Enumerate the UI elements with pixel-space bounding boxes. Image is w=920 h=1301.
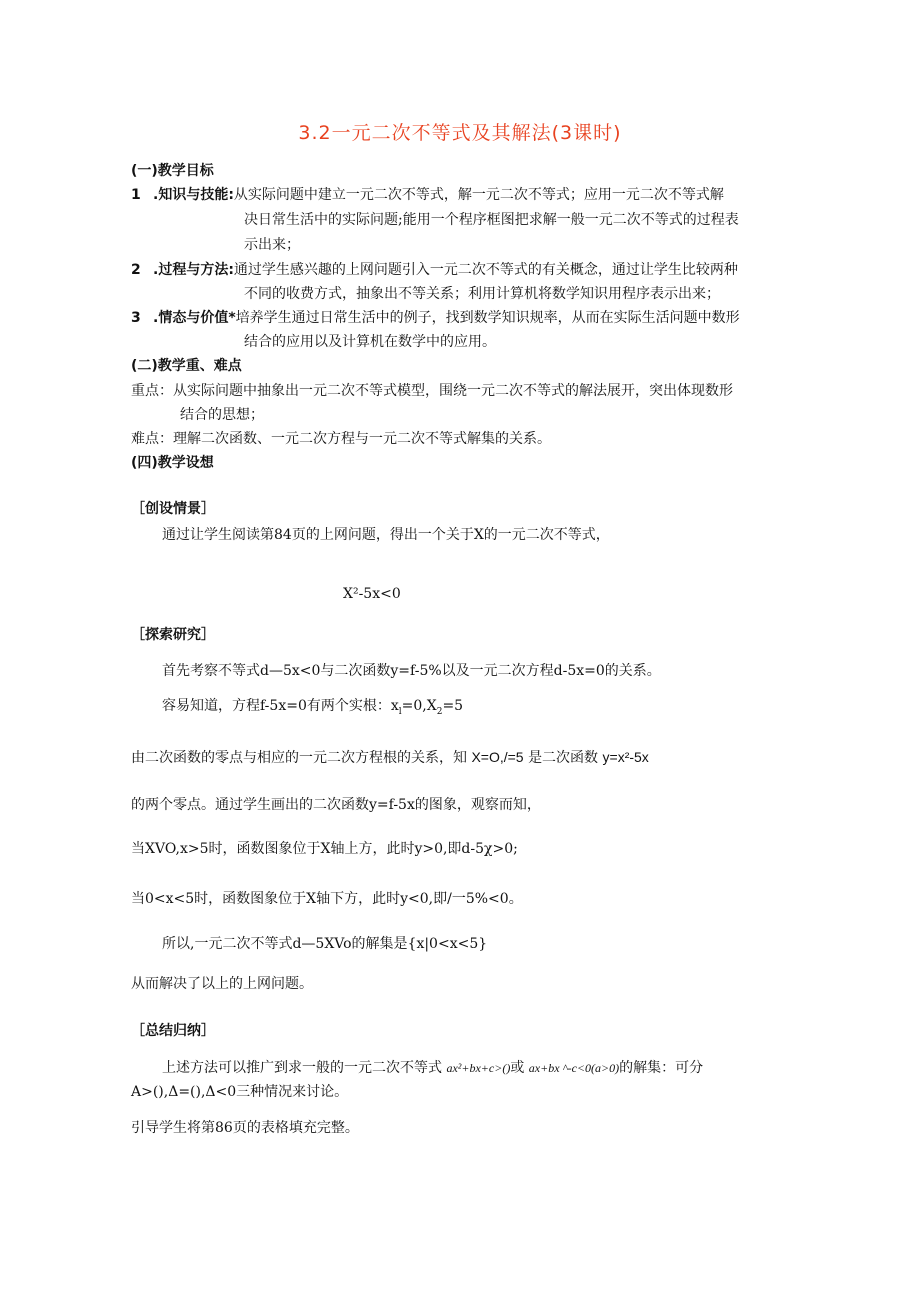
goal-item-3-label: .情态与价值*: [153, 310, 236, 326]
explore-p2-mid: =0,X: [401, 698, 437, 714]
explore-p2-text: 容易知道，方程f-5x=0有两个实根：x: [162, 698, 399, 714]
explore-p3c: 是二次函数: [528, 750, 599, 766]
goal-item-1-line1: 从实际问题中建立一元二次不等式，解一元二次不等式；应用一元二次不等式解: [233, 187, 724, 203]
summary-p1e: 的解集：可分: [619, 1060, 704, 1076]
explore-p7: 所以,一元二次不等式d—5XVo的解集是{x|0<x<5}: [162, 936, 488, 952]
explore-p2-sub1: l: [398, 706, 402, 717]
explore-p6: 当0<x<5时，函数图象位于X轴下方，此时y<0,即/一5%<0。: [131, 891, 523, 907]
summary-p1c: 或: [510, 1060, 525, 1076]
explore-p8: 从而解决了以上的上网问题。: [131, 976, 313, 992]
goal-item-2-line1: 通过学生感兴趣的上网问题引入一元二次不等式的有关概念，通过让学生比较两种: [233, 262, 738, 278]
summary-p1: [162, 1057, 703, 1077]
goal-item-1-line3: 示出来；: [244, 237, 300, 253]
explore-p2-sub2: 2: [436, 706, 443, 717]
summary-p1b: ax²+bx+c>(): [446, 1061, 511, 1075]
goal-item-3-line2: 结合的应用以及计算机在数学中的应用。: [244, 334, 496, 350]
create-heading: ［创设情景］: [131, 501, 215, 517]
goal-item-2-line2: 不同的收费方式，抽象出不等关系；利用计算机将数学知识用程序表示出来；: [244, 286, 720, 302]
key-point-line2: 结合的思想；: [180, 407, 264, 423]
goal-item-3: [131, 307, 740, 327]
summary-p1a: 上述方法可以推广到求一般的一元二次不等式: [162, 1060, 442, 1076]
explore-p3d: y=x²-5x: [602, 749, 649, 765]
goal-item-2-num: 2: [131, 262, 141, 278]
summary-p3: 引导学生将第86页的表格填充完整。: [131, 1120, 359, 1136]
explore-heading: ［探索研究］: [131, 627, 215, 643]
explore-p5: 当XVO,x>5时，函数图象位于X轴上方，此时y>0,即d-5χ>0;: [131, 841, 518, 857]
section-heading-design: (四)教学设想: [131, 455, 214, 471]
key-point-line1: 重点：从实际问题中抽象出一元二次不等式模型，围绕一元二次不等式的解法展开，突出体现数形: [131, 383, 733, 399]
explore-p4: 的两个零点。通过学生画出的二次函数y=f-5x的图象，观察而知，: [131, 797, 541, 813]
explore-p3: [131, 747, 649, 767]
explore-p3b: X=O,/=5: [471, 749, 524, 765]
explore-p1: 首先考察不等式d—5x<0与二次函数y=f-5%以及一元二次方程d-5x=0的关系。: [162, 663, 661, 679]
page-title: 3.2一元二次不等式及其解法(3课时): [298, 122, 622, 144]
create-formula: X²-5x<0: [343, 586, 401, 602]
summary-p1d: ax+bx ^-c<0(a>0): [528, 1061, 620, 1075]
explore-p2: [162, 695, 463, 717]
summary-heading: ［总结归纳］: [131, 1023, 215, 1039]
goal-item-3-line1: 培养学生通过日常生活中的例子，找到数学知识规率，从而在实际生活问题中数形: [235, 310, 740, 326]
goal-item-3-num: 3: [131, 310, 141, 326]
section-heading-goals: (一)教学目标: [131, 163, 214, 179]
goal-item-1: [131, 184, 724, 204]
goal-item-1-num: 1: [131, 187, 141, 203]
explore-p3a: 由二次函数的零点与相应的一元二次方程根的关系，知: [131, 750, 467, 766]
difficulty-line: 难点：理解二次函数、一元二次方程与一元二次不等式解集的关系。: [131, 431, 551, 447]
goal-item-2: [131, 259, 738, 279]
explore-p2-end: =5: [442, 698, 464, 714]
goal-item-2-label: .过程与方法:: [153, 262, 234, 278]
summary-p2: A>(),Δ=(),Δ<0三种情况来讨论。: [131, 1084, 349, 1100]
create-text: 通过让学生阅读第84页的上网问题，得出一个关于X的一元二次不等式，: [162, 527, 610, 543]
goal-item-1-line2: 决日常生活中的实际问题;能用一个程序框图把求解一般一元二次不等式的过程表: [244, 212, 739, 228]
goal-item-1-label: .知识与技能:: [153, 187, 234, 203]
section-heading-keypoints: (二)教学重、难点: [131, 358, 242, 374]
